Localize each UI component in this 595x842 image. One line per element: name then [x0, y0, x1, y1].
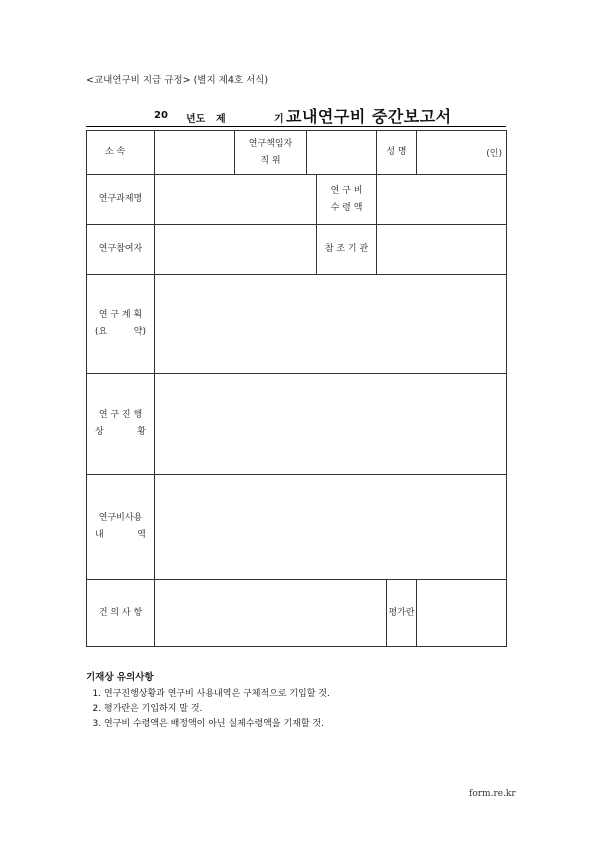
field-evaluation[interactable] — [417, 580, 507, 647]
row-affiliation — [87, 131, 507, 175]
label-amount-line1: 연 구 비 — [330, 185, 363, 196]
note-item: 1. 연구진행상황과 연구비 사용내역은 구체적으로 기입할 것. — [104, 687, 330, 702]
row-project — [87, 175, 507, 225]
title-term-prefix: 제 — [216, 114, 226, 125]
field-usage[interactable] — [155, 475, 507, 580]
label-usage-line2a: 내 — [95, 530, 104, 540]
label-affiliation — [87, 131, 155, 175]
notes-title: 기재상 유의사항 — [86, 672, 154, 683]
label-plan-line2b: 약) — [133, 327, 146, 337]
field-project-name[interactable] — [155, 175, 317, 225]
label-researcher-line1: 연구책임자 — [248, 138, 293, 149]
label-participants: 연구참여자 — [87, 225, 155, 275]
title-year-prefix: 20 — [154, 110, 168, 121]
label-usage — [87, 475, 155, 580]
field-plan[interactable] — [155, 275, 507, 374]
label-progress — [87, 374, 155, 475]
field-suggestions[interactable] — [155, 580, 387, 647]
label-progress-line2a: 상 — [95, 427, 104, 437]
title-year-suffix: 년도 — [186, 114, 206, 125]
field-participants[interactable] — [155, 225, 317, 275]
notes-section — [86, 669, 330, 732]
field-position[interactable] — [307, 131, 377, 175]
row-progress — [87, 374, 507, 475]
label-progress-line2b: 황 — [137, 427, 146, 437]
notes-list — [86, 687, 330, 732]
label-usage-line2b: 역 — [137, 530, 146, 540]
footer-site: form.re.kr — [469, 789, 516, 799]
label-amount — [317, 175, 377, 225]
field-name-seal[interactable]: (인) — [417, 131, 507, 175]
label-name: 성 명 — [377, 131, 417, 175]
label-usage-line1: 연구비사용 — [98, 513, 143, 523]
row-usage — [87, 475, 507, 580]
title-term-suffix: 기 — [274, 114, 284, 125]
regulation-reference: <교내연구비 지급 규정> (별지 제4호 서식) — [86, 75, 269, 86]
label-plan-line1: 연 구 계 획 — [98, 310, 143, 320]
label-progress-line1: 연 구 진 행 — [98, 410, 143, 420]
row-plan — [87, 275, 507, 374]
title-main: 교내연구비 중간보고서 — [286, 107, 452, 126]
label-evaluation: 평가란 — [387, 580, 417, 647]
label-researcher-line2: 직 위 — [260, 155, 281, 166]
label-suggestions: 건 의 사 항 — [87, 580, 155, 647]
row-participants — [87, 225, 507, 275]
label-affiliation-text: 소 속 — [105, 147, 126, 157]
note-item: 3. 연구비 수령액은 배정액이 아닌 실제수령액을 기재할 것. — [104, 717, 330, 732]
label-plan — [87, 275, 155, 374]
label-researcher — [235, 131, 307, 175]
field-institutions[interactable] — [377, 225, 507, 275]
field-progress[interactable] — [155, 374, 507, 475]
field-affiliation[interactable] — [155, 131, 235, 175]
label-project-name: 연구과제명 — [87, 175, 155, 225]
note-item: 2. 평가란은 기입하지 말 것. — [104, 702, 330, 717]
label-institutions: 참 조 기 관 — [317, 225, 377, 275]
label-plan-line2a: (요 — [95, 327, 108, 337]
field-amount[interactable] — [377, 175, 507, 225]
report-form-table — [86, 130, 507, 647]
label-amount-line2: 수 령 액 — [330, 202, 363, 213]
row-suggestions — [87, 580, 507, 647]
report-title — [86, 104, 506, 126]
title-underline — [86, 126, 506, 127]
